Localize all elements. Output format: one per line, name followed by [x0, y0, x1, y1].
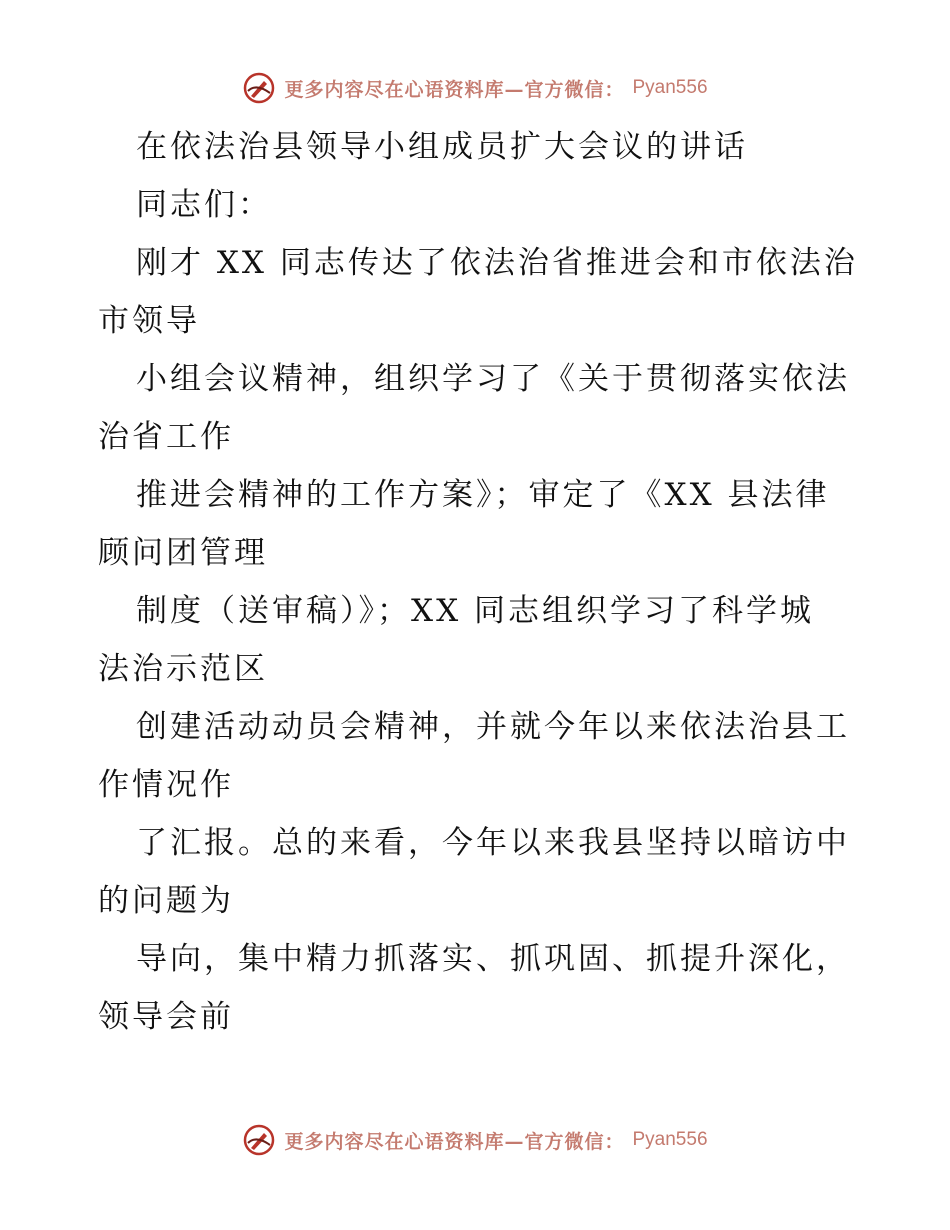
paragraph-line: 刚才 XX 同志传达了依法治省推进会和市依法治	[136, 245, 858, 281]
paragraph-line: 推进会精神的工作方案》；审定了《XX 县法律	[136, 477, 830, 513]
paragraph-line: 法治示范区	[98, 651, 268, 687]
footer-slogan: 更多内容尽在心语资料库—官方微信：	[284, 1130, 625, 1153]
paragraph-line: 作情况作	[98, 767, 234, 803]
paragraph-line: 导向，集中精力抓落实、抓巩固、抓提升深化，	[136, 941, 850, 977]
paragraph-line: 制度（送审稿）》；XX 同志组织学习了科学城	[136, 593, 814, 629]
header-banner	[0, 68, 950, 108]
paragraph-line: 小组会议精神，组织学习了《关于贯彻落实依法	[136, 361, 850, 397]
paragraph-line: 创建活动动员会精神，并就今年以来依法治县工	[136, 709, 850, 745]
paragraph-line: 治省工作	[98, 419, 234, 455]
footer-wechat-id: Pyan556	[632, 1129, 708, 1150]
header-slogan: 更多内容尽在心语资料库—官方微信：	[284, 78, 625, 101]
paragraph-line: 了汇报。总的来看，今年以来我县坚持以暗访中	[136, 825, 850, 861]
paragraph-line: 顾问团管理	[98, 535, 268, 571]
salutation: 同志们：	[136, 187, 272, 223]
pen-circle-logo-icon	[242, 71, 276, 105]
document-body	[98, 118, 858, 1046]
document-title: 在依法治县领导小组成员扩大会议的讲话	[136, 129, 748, 165]
paragraph-line: 的问题为	[98, 883, 234, 919]
paragraph-line: 市领导	[98, 303, 200, 339]
header-wechat-id: Pyan556	[632, 77, 708, 98]
footer-banner	[0, 1120, 950, 1160]
paragraph-line: 领导会前	[98, 999, 234, 1035]
pen-circle-logo-icon	[242, 1123, 276, 1157]
